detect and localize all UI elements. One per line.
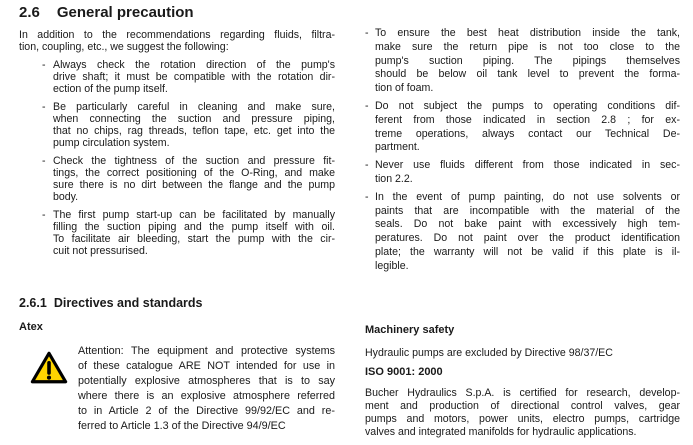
- subsection-title: Directives and standards: [53, 296, 203, 310]
- bullet-item: [19, 209, 335, 257]
- iso-heading: ISO 9001: 2000: [365, 365, 443, 378]
- text-line: Always check the rotation direction of the pump's: [53, 59, 335, 71]
- text-line: In addition to the recommendations regarding fluids, filtra-: [19, 29, 335, 41]
- bullet-text: [375, 191, 680, 274]
- bullet-dash: -: [42, 101, 46, 113]
- text-line: where there is an explosive atmosphere referred: [78, 390, 335, 402]
- text-line: tings, the correct positioning of the O-Ring, and make: [53, 167, 335, 179]
- bullet-item: [365, 159, 680, 187]
- warning-block: [19, 344, 335, 434]
- bullet-item: [19, 59, 335, 95]
- text-line: that no chips, rag threads, teflon tape, etc. get into the: [53, 125, 335, 137]
- section-heading: [19, 4, 335, 22]
- text-line: sure there is no dirt between the flange and the pump: [53, 179, 335, 191]
- subsection-number: 2.6.1: [19, 296, 47, 310]
- atex-heading: Atex: [19, 321, 43, 333]
- bullet-text: [375, 100, 680, 155]
- section-number: 2.6: [19, 4, 40, 21]
- bullet-dash: -: [365, 190, 369, 203]
- text-line: treme operations, always contact our Technical De-: [375, 127, 680, 140]
- text-line: Be particularly careful in cleaning and make sure,: [53, 101, 335, 113]
- text-line: In the event of pump painting, do not use solvents or: [375, 190, 680, 203]
- attention-text: [78, 344, 335, 434]
- text-line: ferent from those indicated in section 2.8 ; for ex-: [375, 113, 680, 126]
- text-line: To facilitate air bleeding, start the pump with the cir-: [53, 233, 335, 245]
- company-paragraph: [365, 387, 680, 440]
- text-line: pump circulation system.: [53, 137, 170, 149]
- text-line: should be below oil tank level to prevent the forma-: [375, 68, 680, 81]
- bullet-dash: -: [42, 155, 46, 167]
- text-line: Bucher Hydraulics S.p.A. is certified for research, develop-: [365, 386, 680, 399]
- machinery-safety-heading: Machinery safety: [365, 323, 455, 336]
- bullet-dash: -: [365, 27, 369, 39]
- text-line: peratures. Do not paint over the product identification: [375, 232, 680, 245]
- text-line: ection of the pump itself.: [53, 83, 168, 95]
- bullet-dash: -: [42, 59, 46, 71]
- text-line: filling the suction piping and the pump itself with oil.: [53, 221, 335, 233]
- bullet-dash: -: [42, 209, 46, 221]
- text-line: ment and production of directional control valves, gear: [365, 399, 680, 412]
- right-column: [365, 0, 680, 439]
- bullet-item: [365, 100, 680, 155]
- bullet-text: [375, 27, 680, 96]
- bullet-item: [365, 191, 680, 274]
- text-line: legible.: [375, 259, 409, 272]
- intro-paragraph: [19, 29, 335, 53]
- text-line: Do not subject the pumps to operating conditions dif-: [375, 99, 680, 112]
- text-line: body.: [53, 191, 79, 203]
- text-line: seals. Do not bake paint with excessively high tem-: [375, 218, 680, 231]
- text-line: drive shaft; it must be compatible with the rotation dir-: [53, 71, 335, 83]
- text-line: tion 2.2.: [375, 172, 413, 185]
- warning-triangle-icon: [30, 350, 68, 385]
- bullet-item: [365, 27, 680, 96]
- text-line: tion of foam.: [375, 82, 434, 95]
- text-line: paints that are incompatible with the material of the: [375, 204, 680, 217]
- text-line: To ensure the best heat distribution inside the tank,: [375, 27, 680, 39]
- text-line: The first pump start-up can be facilitated by manually: [53, 209, 335, 221]
- bullet-text: [53, 155, 335, 203]
- machinery-safety-text: Hydraulic pumps are excluded by Directive 98/37/EC: [365, 346, 613, 359]
- text-line: pumps and motors, power units, electro pumps, cartridge: [365, 412, 680, 425]
- text-line: plate; the warranty will not be valid if this plate is il-: [375, 245, 680, 258]
- text-line: pump's suction piping. The pipings themselves: [375, 54, 680, 67]
- text-line: valves and integrated manifolds for hydraulic applications.: [365, 426, 637, 439]
- bullet-item: [19, 155, 335, 203]
- text-line: Check the tightness of the suction and pressure fit-: [53, 155, 335, 167]
- text-line: potentially explosive atmospheres that is to say: [78, 375, 335, 387]
- bullet-dash: -: [365, 159, 369, 172]
- bullet-text: [53, 59, 335, 95]
- text-line: ferred to Article 1.3 of the Directive 94/9/EC: [78, 420, 286, 432]
- text-line: to in Article 2 of the Directive 99/92/EC and re-: [78, 405, 335, 417]
- bullet-item: [19, 101, 335, 149]
- text-line: Never use fluids different from those indicated in sec-: [375, 159, 680, 172]
- bullet-text: [53, 209, 335, 257]
- subsection-heading: [19, 296, 335, 311]
- bullet-text: [375, 159, 680, 187]
- text-line: make sure the return pipe is not too close to the: [375, 40, 680, 53]
- text-line: partment.: [375, 141, 420, 154]
- text-line: tion, coupling, etc., we suggest the following:: [19, 41, 229, 53]
- precaution-bullet-list-right: [365, 27, 680, 274]
- text-line: Attention: The equipment and protective systems: [78, 345, 335, 357]
- bullet-text: [53, 101, 335, 149]
- section-title: General precaution: [56, 4, 194, 21]
- text-line: cuit not pressurised.: [53, 245, 148, 257]
- left-column: [19, 0, 335, 434]
- bullet-dash: -: [365, 99, 369, 112]
- precaution-bullet-list-left: [19, 59, 335, 257]
- text-line: when connecting the suction and pressure piping,: [53, 113, 335, 125]
- text-line: of these catalogue ARE NOT intended for use in: [78, 360, 335, 372]
